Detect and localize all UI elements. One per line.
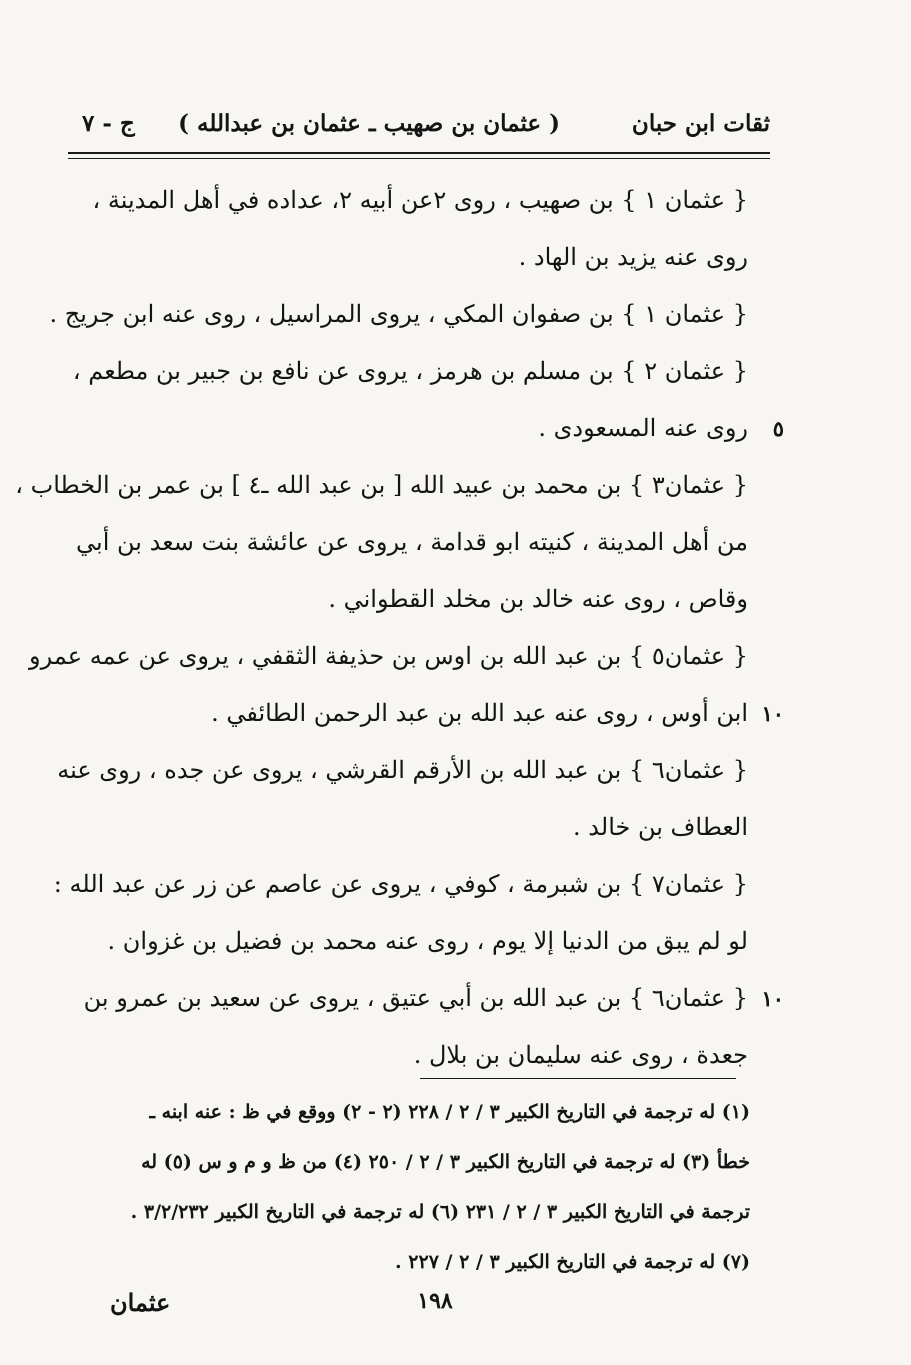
text-line bbox=[86, 229, 748, 286]
text-line-content: { عثمان ٢ } بن مسلم بن هرمز ، يروى عن نافع بن جبير بن مطعم ، bbox=[72, 357, 748, 385]
footnote-line: (١) له ترجمة في التاريخ الكبير ٣ / ٢ / ٢٢٨ (٢ - ٢) ووقع في ظ : عنه ابنه ـ bbox=[149, 1101, 750, 1123]
text-line-content: { عثمان٦ } بن عبد الله بن أبي عتيق ، يروى عن سعيد بن عمرو بن bbox=[83, 984, 748, 1012]
text-line bbox=[53, 856, 748, 913]
text-line-content: وقاص ، روى عنه خالد بن مخلد القطواني . bbox=[328, 585, 748, 613]
text-line bbox=[57, 742, 748, 799]
text-line-content: روى عنه المسعودى . bbox=[538, 414, 748, 442]
text-line bbox=[49, 286, 748, 343]
line-number: ١٠ bbox=[761, 701, 784, 726]
text-line-content: { عثمان٦ } بن عبد الله بن الأرقم القرشي ، يروى عن جده ، روى عنه bbox=[57, 756, 748, 784]
text-line bbox=[76, 514, 748, 571]
text-line-content: ابن أوس ، روى عنه عبد الله بن عبد الرحمن الطائفي . bbox=[211, 699, 748, 727]
line-number: ١٠ bbox=[761, 986, 784, 1011]
catchword: عثمان bbox=[110, 1288, 171, 1317]
text-line bbox=[86, 913, 748, 970]
text-line-content: العطاف بن خالد . bbox=[573, 813, 748, 841]
main-text bbox=[15, 172, 784, 1084]
text-line bbox=[29, 628, 748, 685]
text-line-content: { عثمان٥ } بن عبد الله بن اوس بن حذيفة الثقفي ، يروى عن عمه عمرو bbox=[29, 642, 748, 670]
text-line bbox=[86, 1027, 748, 1084]
text-line-content: { عثمان ١ } بن صهيب ، روى ٢عن أبيه ٢، عداده في أهل المدينة ، bbox=[92, 186, 748, 214]
text-line-content: { عثمان ١ } بن صفوان المكي ، يروى المراسيل ، روى عنه ابن جريج . bbox=[49, 300, 748, 328]
running-header bbox=[68, 104, 770, 144]
text-line-content: من أهل المدينة ، كنيته ابو قدامة ، يروى عن عائشة بنت سعد بن أبي bbox=[76, 528, 748, 556]
header-rule-thick bbox=[68, 152, 770, 154]
text-line bbox=[86, 172, 748, 229]
header-rule-thin bbox=[68, 158, 770, 159]
footnote-line: خطأ (٣) له ترجمة في التاريخ الكبير ٣ / ٢ / ٢٥٠ (٤) من ظ و م و س (٥) له bbox=[141, 1151, 750, 1173]
text-line bbox=[86, 571, 748, 628]
text-line bbox=[83, 970, 784, 1027]
text-line bbox=[86, 799, 748, 856]
text-line-content: جعدة ، روى عنه سليمان بن بلال . bbox=[413, 1041, 748, 1069]
text-line bbox=[72, 343, 748, 400]
header-volume: ج - ٧ bbox=[82, 110, 135, 137]
text-line-content: لو لم يبق من الدنيا إلا يوم ، روى عنه محمد بن فضيل بن غزوان . bbox=[107, 927, 748, 955]
text-line-content: { عثمان٧ } بن شبرمة ، كوفي ، يروى عن عاصم عن زر عن عبد الله : bbox=[53, 870, 748, 898]
text-line bbox=[86, 400, 784, 457]
header-book-title: ثقات ابن حبان bbox=[631, 110, 770, 137]
footnotes bbox=[80, 1092, 750, 1292]
footnote-line: (٧) له ترجمة في التاريخ الكبير ٣ / ٢ / ٢٢٧ . bbox=[395, 1251, 750, 1273]
text-line bbox=[86, 685, 784, 742]
text-line-content: { عثمان٣ } بن محمد بن عبيد الله [ بن عبد الله ـ٤ ] بن عمر بن الخطاب ، bbox=[15, 471, 748, 499]
text-line bbox=[15, 457, 748, 514]
footnote-separator bbox=[420, 1078, 736, 1079]
header-entry-range: ( عثمان بن صهيب ـ عثمان بن عبدالله ) bbox=[178, 110, 560, 137]
footnote-line: ترجمة في التاريخ الكبير ٣ / ٢ / ٢٣١ (٦) له ترجمة في التاريخ الكبير ٣/٢/٢٣٢ . bbox=[130, 1201, 750, 1223]
text-line-content: روى عنه يزيد بن الهاد . bbox=[518, 243, 748, 271]
line-number: ٥ bbox=[772, 416, 784, 441]
page-number: ١٩٨ bbox=[417, 1288, 453, 1314]
